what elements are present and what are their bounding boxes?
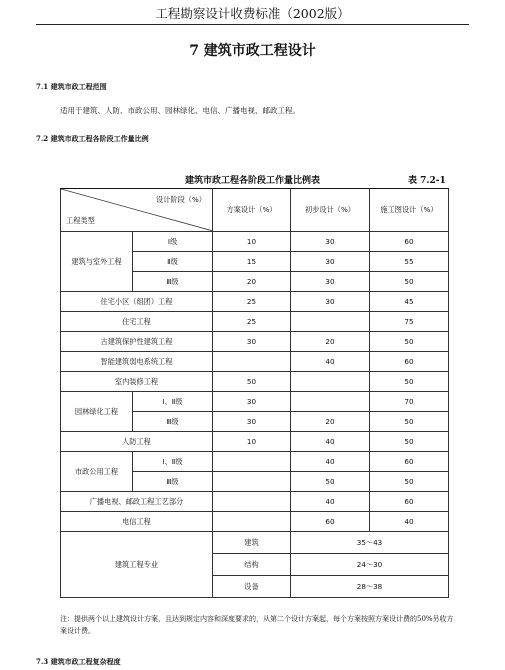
sub-discipline: 建筑 xyxy=(213,532,291,554)
sub-level: Ⅰ、Ⅱ级 xyxy=(133,452,213,472)
table-row xyxy=(61,432,449,452)
table-row xyxy=(61,492,449,512)
cell: 30 xyxy=(291,252,370,272)
section-7-1-body: 适用于建筑、人防、市政公用、园林绿化、电信、广播电视、邮政工程。 xyxy=(60,106,300,115)
table-row xyxy=(61,352,449,372)
sub-level: Ⅲ级 xyxy=(133,472,213,492)
group-specialty: 建筑工程专业 xyxy=(61,532,213,598)
cell: 50 xyxy=(370,432,449,452)
table-number: 表 7.2-1 xyxy=(408,176,446,186)
work-ratio-table xyxy=(60,188,449,598)
type-residential: 住宅小区（组团）工程 xyxy=(61,292,213,312)
table-row xyxy=(61,332,449,352)
header-scheme-design: 方案设计（%） xyxy=(213,189,291,232)
table-row xyxy=(61,312,449,332)
cell: 30 xyxy=(213,412,291,432)
cell: 50 xyxy=(291,472,370,492)
cell: 50 xyxy=(370,412,449,432)
cell xyxy=(213,472,291,492)
cell: 20 xyxy=(291,412,370,432)
cell xyxy=(213,452,291,472)
cell: 25 xyxy=(213,312,291,332)
sub-level: Ⅲ级 xyxy=(133,412,213,432)
cell: 30 xyxy=(291,292,370,312)
cell: 45 xyxy=(370,292,449,312)
table-row xyxy=(61,372,449,392)
cell: 30 xyxy=(213,392,291,412)
cell: 40 xyxy=(291,452,370,472)
table-title: 建筑市政工程各阶段工作量比例表 xyxy=(185,176,321,186)
type-heritage: 古建筑保护性建筑工程 xyxy=(61,332,213,352)
header-preliminary-design: 初步设计（%） xyxy=(291,189,370,232)
table-row xyxy=(61,292,449,312)
cell: 75 xyxy=(370,312,449,332)
cell: 60 xyxy=(370,492,449,512)
sub-level: Ⅰ、Ⅱ级 xyxy=(133,392,213,412)
cell: 60 xyxy=(370,452,449,472)
cell: 50 xyxy=(213,372,291,392)
section-7-3-title: 7.3 建筑市政工程复杂程度 xyxy=(36,657,121,666)
cell: 30 xyxy=(213,332,291,352)
cell: 28～38 xyxy=(291,576,449,598)
cell: 60 xyxy=(370,232,449,252)
diagonal-header-cell xyxy=(61,189,213,232)
sub-level: Ⅰ级 xyxy=(133,232,213,252)
page-header: 工程勘察设计收费标准（2002版） xyxy=(155,6,350,21)
cell: 20 xyxy=(213,272,291,292)
header-rule xyxy=(36,24,469,25)
sub-level: Ⅲ级 xyxy=(133,272,213,292)
type-broadcast: 广播电视、邮政工程工艺部分 xyxy=(61,492,213,512)
table-row xyxy=(61,512,449,532)
cell: 25 xyxy=(213,292,291,312)
type-housing: 住宅工程 xyxy=(61,312,213,332)
cell: 15 xyxy=(213,252,291,272)
table-header-row xyxy=(61,189,449,232)
table-row xyxy=(61,452,449,472)
cell: 30 xyxy=(291,272,370,292)
type-interior: 室内装修工程 xyxy=(61,372,213,392)
group-building: 建筑与室外工程 xyxy=(61,232,133,292)
sub-discipline: 设备 xyxy=(213,576,291,598)
header-construction-drawing: 施工图设计（%） xyxy=(370,189,449,232)
cell: 60 xyxy=(370,352,449,372)
type-telecom: 电信工程 xyxy=(61,512,213,532)
cell xyxy=(291,372,370,392)
type-civil-defense: 人防工程 xyxy=(61,432,213,452)
group-garden: 园林绿化工程 xyxy=(61,392,133,432)
cell: 40 xyxy=(291,352,370,372)
cell: 30 xyxy=(291,232,370,252)
cell: 50 xyxy=(370,272,449,292)
cell: 70 xyxy=(370,392,449,412)
group-municipal: 市政公用工程 xyxy=(61,452,133,492)
cell: 20 xyxy=(291,332,370,352)
cell: 40 xyxy=(291,492,370,512)
cell: 40 xyxy=(291,432,370,452)
cell xyxy=(213,512,291,532)
cell: 10 xyxy=(213,432,291,452)
section-7-2-title: 7.2 建筑市政工程各阶段工作量比例 xyxy=(36,134,149,143)
cell: 24～30 xyxy=(291,554,449,576)
cell xyxy=(213,492,291,512)
cell: 50 xyxy=(370,372,449,392)
table-row xyxy=(61,232,449,252)
cell: 50 xyxy=(370,472,449,492)
sub-level: Ⅱ级 xyxy=(133,252,213,272)
table-note: 注：提供两个以上建筑设计方案，且达到规定内容和深度要求的，从第二个设计方案起，每个方案按照方案设计费的50%另收方案设计费。 xyxy=(60,615,454,635)
type-intelligent: 智能建筑弱电系统工程 xyxy=(61,352,213,372)
header-design-stage: 设计阶段（%） xyxy=(156,195,206,204)
cell: 10 xyxy=(213,232,291,252)
sub-discipline: 结构 xyxy=(213,554,291,576)
cell: 55 xyxy=(370,252,449,272)
cell: 35～43 xyxy=(291,532,449,554)
cell xyxy=(291,392,370,412)
section-7-1-title: 7.1 建筑市政工程范围 xyxy=(36,82,107,91)
table-row xyxy=(61,532,449,554)
table-row xyxy=(61,392,449,412)
header-project-type: 工程类型 xyxy=(66,216,95,225)
cell xyxy=(213,352,291,372)
cell: 60 xyxy=(291,512,370,532)
cell: 50 xyxy=(370,332,449,352)
chapter-title: 7 建筑市政工程设计 xyxy=(189,43,316,59)
cell xyxy=(291,312,370,332)
cell: 40 xyxy=(370,512,449,532)
